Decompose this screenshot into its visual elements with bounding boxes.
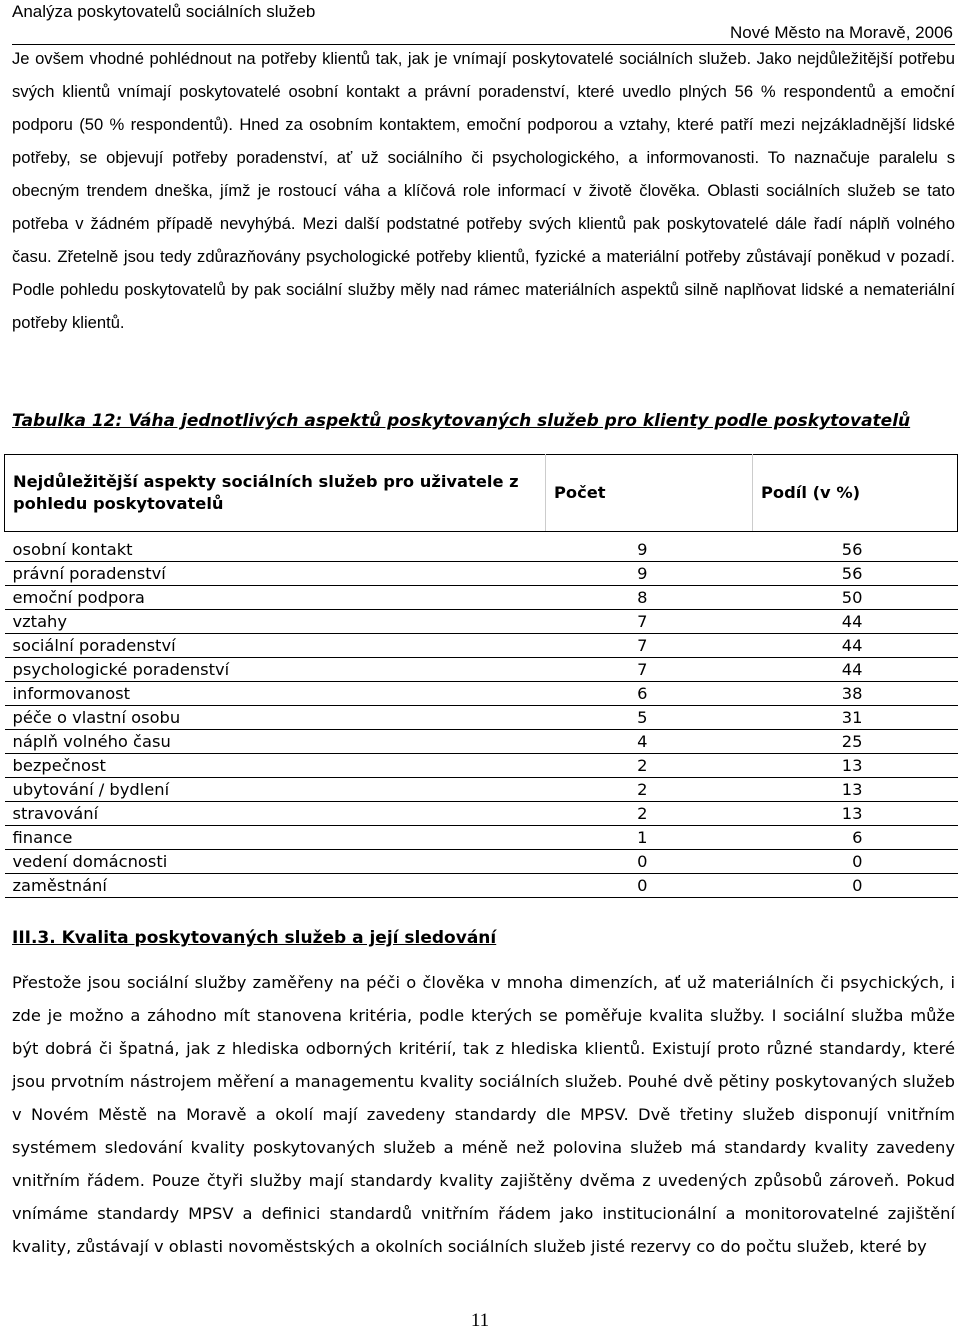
- cell-share: 0: [753, 874, 958, 898]
- cell-share: 6: [753, 826, 958, 850]
- cell-count: 2: [546, 754, 753, 778]
- table-caption: Tabulka 12: Váha jednotlivých aspektů poskytovaných služeb pro klienty podle poskytovatelů: [12, 411, 911, 431]
- cell-share: 44: [753, 610, 958, 634]
- cell-count: 8: [546, 586, 753, 610]
- cell-count: 2: [546, 802, 753, 826]
- cell-aspect: vztahy: [5, 610, 546, 634]
- table-row: [5, 562, 958, 586]
- table-row: [5, 538, 958, 562]
- paragraph-quality: Přestože jsou sociální služby zaměřeny na péči o člověka v mnoha dimenzích, ať už materiálních či psychických, i zde je možno a záhodno mít stanovena kritéria, podle kterých se poměřuje kvalita služby. I sociální služba může být dobrá či špatná, jak z hlediska odborných kritérií, tak z hlediska klientů. Existují proto různé standardy, které jsou prvotním nástrojem měření a managementu kvality sociálních služeb. Pouhé dvě pětiny poskytovaných služeb v Novém Městě na Moravě a okolí mají zavedeny standardy dle MPSV. Dvě třetiny služeb disponují vnitřním systémem sledování kvality poskytovaných služeb a méně než polovina služeb má standardy kvality zavedeny vnitřním řádem. Pouze čtyři služby mají standardy kvality zajištěny dvěma z uvedených způsobů zároveň. Pokud vnímáme standardy MPSV a definici standardů vnitřním řádem jako institucionální a monitorovatelné zajištění kvality, zůstávají v oblasti novoměstských a okolních sociálních služeb jisté rezervy co do počtu služeb, které by: [12, 973, 955, 1256]
- paragraph-needs: Je ovšem vhodné pohlédnout na potřeby klientů tak, jak je vnímají poskytovatelé sociálních služeb. Jako nejdůležitější potřebu svých klientů vnímají poskytovatelé osobní kontakt a právní poradenství, které uvedlo plných 56 % respondentů a emoční podporu (50 % respondentů). Hned za osobním kontaktem, emoční podporou a vztahy, které patří mezi nejzákladnější lidské potřeby, se objevují potřeby poradenství, ať už sociálního či psychologického, a informovanosti. To naznačuje paralelu s obecným trendem dneška, jímž je rostoucí váha a klíčová role informací v životě člověka. Oblasti sociálních služeb se tato potřeba v žádném případě nevyhýbá. Mezi další podstatné potřeby svých klientů pak poskytovatelé dále řadí náplň volného času. Zřetelně jsou tedy zdůrazňovány psychologické potřeby klientů, fyzické a materiální potřeby zůstávají poněkud v pozadí. Podle pohledu poskytovatelů by pak sociální služby měly nad rámec materiálních aspektů silně naplňovat lidské a nemateriální potřeby klientů.: [12, 49, 955, 332]
- cell-aspect: sociální poradenství: [5, 634, 546, 658]
- cell-count: 2: [546, 778, 753, 802]
- cell-share: 56: [753, 562, 958, 586]
- cell-count: 5: [546, 706, 753, 730]
- cell-share: 56: [753, 538, 958, 562]
- page-number: 11: [470, 1310, 490, 1331]
- cell-count: 0: [546, 850, 753, 874]
- table-row: [5, 610, 958, 634]
- table-row: [5, 658, 958, 682]
- document-title: Analýza poskytovatelů sociálních služeb: [12, 2, 316, 21]
- header-count: Počet: [546, 455, 753, 532]
- cell-count: 7: [546, 634, 753, 658]
- table-row: [5, 754, 958, 778]
- cell-aspect: péče o vlastní osobu: [5, 706, 546, 730]
- table-row: [5, 730, 958, 754]
- cell-aspect: stravování: [5, 802, 546, 826]
- table-row: [5, 826, 958, 850]
- table-row: [5, 706, 958, 730]
- cell-count: 1: [546, 826, 753, 850]
- table-row: [5, 850, 958, 874]
- table-header-row: [5, 455, 958, 532]
- cell-count: 9: [546, 538, 753, 562]
- table-row: [5, 586, 958, 610]
- cell-aspect: emoční podpora: [5, 586, 546, 610]
- table-row: [5, 682, 958, 706]
- cell-count: 6: [546, 682, 753, 706]
- cell-aspect: právní poradenství: [5, 562, 546, 586]
- cell-count: 7: [546, 610, 753, 634]
- header-share: Podíl (v %): [753, 455, 958, 532]
- cell-aspect: bezpečnost: [5, 754, 546, 778]
- cell-share: 50: [753, 586, 958, 610]
- cell-aspect: zaměstnání: [5, 874, 546, 898]
- cell-share: 13: [753, 754, 958, 778]
- table-body: [5, 532, 958, 898]
- page-header: [12, 0, 955, 45]
- cell-count: 0: [546, 874, 753, 898]
- cell-aspect: ubytování / bydlení: [5, 778, 546, 802]
- cell-share: 44: [753, 634, 958, 658]
- cell-share: 44: [753, 658, 958, 682]
- header-aspect: Nejdůležitější aspekty sociálních služeb pro uživatele z pohledu poskytovatelů: [5, 455, 546, 532]
- cell-aspect: osobní kontakt: [5, 538, 546, 562]
- cell-share: 13: [753, 778, 958, 802]
- aspects-table: [4, 454, 958, 898]
- cell-count: 7: [546, 658, 753, 682]
- cell-aspect: vedení domácnosti: [5, 850, 546, 874]
- cell-share: 25: [753, 730, 958, 754]
- table-row: [5, 802, 958, 826]
- section-heading: III.3. Kvalita poskytovaných služeb a její sledování: [12, 928, 497, 948]
- table-row: [5, 634, 958, 658]
- cell-share: 0: [753, 850, 958, 874]
- cell-share: 13: [753, 802, 958, 826]
- table-row: [5, 874, 958, 898]
- cell-count: 4: [546, 730, 753, 754]
- table-row: [5, 778, 958, 802]
- cell-count: 9: [546, 562, 753, 586]
- cell-aspect: psychologické poradenství: [5, 658, 546, 682]
- cell-aspect: finance: [5, 826, 546, 850]
- cell-aspect: informovanost: [5, 682, 546, 706]
- cell-share: 31: [753, 706, 958, 730]
- cell-share: 38: [753, 682, 958, 706]
- cell-aspect: náplň volného času: [5, 730, 546, 754]
- document-place-year: Nové Město na Moravě, 2006: [729, 23, 953, 42]
